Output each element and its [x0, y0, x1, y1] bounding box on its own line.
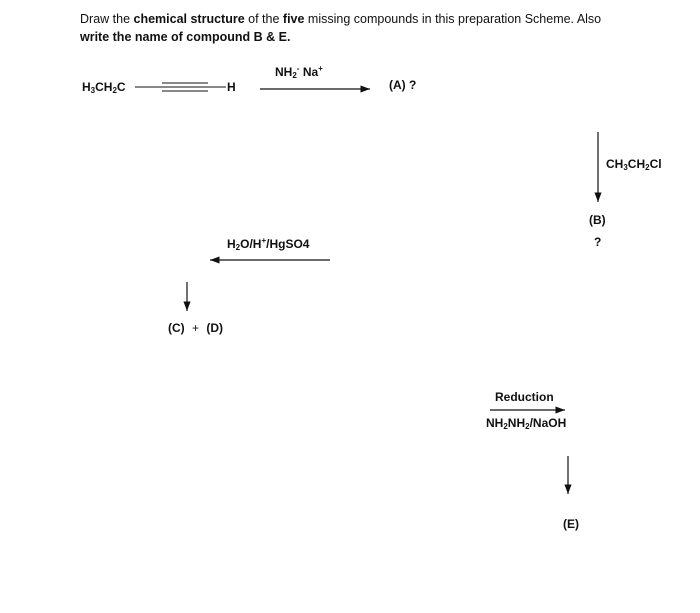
compounds-c-d	[168, 321, 223, 335]
compound-c: (C)	[168, 321, 185, 335]
reagent-sodium-amide: $NH_2^-$ Na+	[275, 64, 323, 80]
start-alkyne-left: $H_3CH_2C$	[82, 80, 126, 95]
reagent-hydration: $H_2O/H^+/HgSO4$	[227, 236, 310, 252]
compound-b-question: ?	[594, 235, 602, 249]
compound-a: (A) ?	[389, 78, 417, 92]
compound-d: (D)	[206, 321, 224, 335]
compound-e: (E)	[563, 517, 579, 531]
reagent-reduction-label: Reduction	[495, 390, 554, 404]
plus-sign: +	[192, 321, 200, 335]
reagent-ethyl-chloride: $CH_3CH_2Cl$	[606, 157, 662, 172]
start-alkyne-h: H	[227, 80, 236, 94]
reagent-wolff-kishner: $NH_2NH_2$/NaOH	[486, 416, 567, 431]
question-line-2: write the name of compound B & E.	[80, 30, 291, 44]
triple-bond	[162, 83, 208, 91]
compound-b-label: (B)	[589, 213, 606, 227]
question-line-1: Draw the chemical structure of the five missing compounds in this preparation Scheme. Also	[80, 12, 602, 26]
